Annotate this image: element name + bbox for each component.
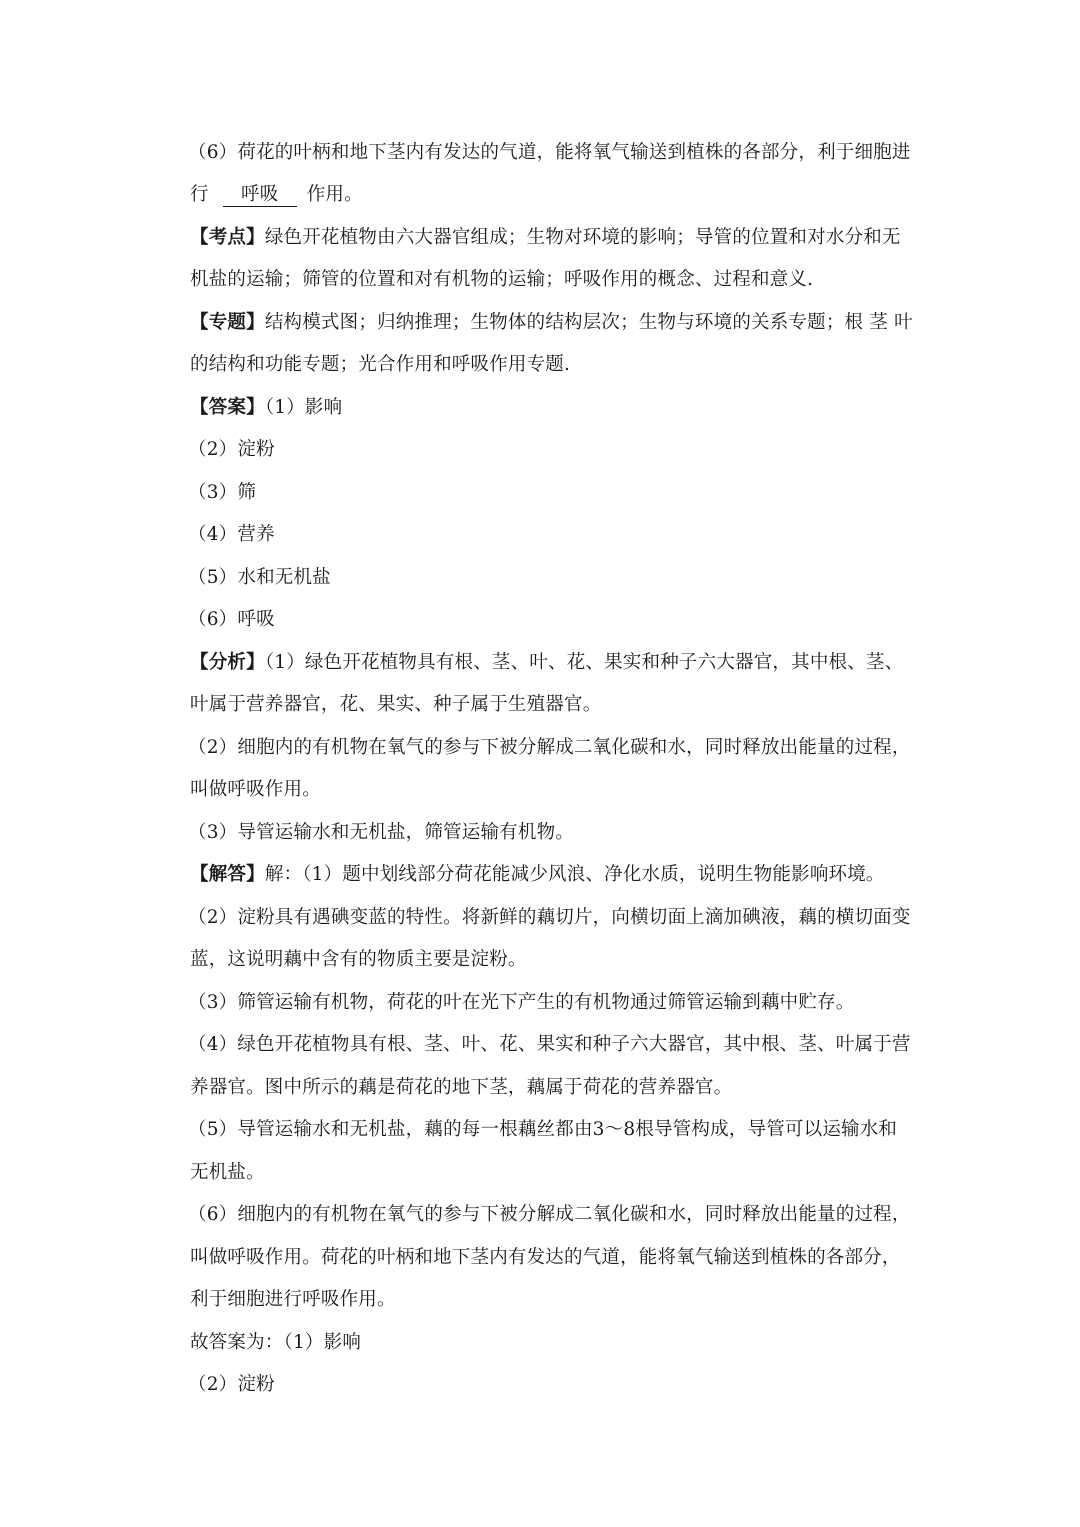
fenxi-line-4: 叫做呼吸作用。 (190, 779, 321, 800)
jieda-line: （3）筛管运输有机物，荷花的叶在光下产生的有机物通过筛管运输到藕中贮存。 (188, 992, 855, 1013)
jieda-line: （6）细胞内的有机物在氧气的参与下被分解成二氧化碳和水，同时释放出能量的过程， (188, 1204, 911, 1225)
answer-blank: 呼吸 (223, 184, 297, 207)
zhuanti-line-1 (190, 311, 930, 335)
fenxi-text: （1）绿色开花植物具有根、茎、叶、花、果实和种子六大器官，其中根、茎、 (264, 652, 904, 673)
jieda-line: 无机盐。 (190, 1162, 265, 1183)
q6-line-2-prefix: 行 (190, 184, 209, 205)
kaodian-label: 【考点】 (190, 227, 265, 248)
jieda-line: 养器官。图中所示的藕是荷花的地下茎，藕属于荷花的营养器官。 (190, 1077, 733, 1098)
guda-line-2: （2）淀粉 (188, 1374, 275, 1395)
daan-item: （2）淀粉 (188, 439, 275, 460)
fenxi-line-2: 叶属于营养器官，花、果实、种子属于生殖器官。 (190, 694, 602, 715)
jieda-line: 叫做呼吸作用。荷花的叶柄和地下茎内有发达的气道，能将氧气输送到植株的各部分， (190, 1247, 901, 1268)
q6-line-1: （6）荷花的叶柄和地下茎内有发达的气道，能将氧气输送到植株的各部分，利于细胞进 (188, 142, 911, 163)
jieda-line: （2）淀粉具有遇碘变蓝的特性。将新鲜的藕切片，向横切面上滴加碘液，藕的横切面变 (188, 907, 911, 928)
jieda-label: 【解答】 (190, 864, 265, 885)
zhuanti-line-2: 的结构和功能专题；光合作用和呼吸作用专题. (190, 354, 571, 375)
kaodian-line-1 (190, 226, 930, 250)
jieda-line-1 (190, 863, 930, 887)
zhuanti-text: 结构模式图；归纳推理；生物体的结构层次；生物与环境的关系专题；根 茎 叶 (264, 312, 913, 333)
q6-line-2 (190, 183, 930, 207)
daan-item: （1）影响 (264, 397, 343, 418)
jieda-text: 解：（1）题中划线部分荷花能减少风浪、净化水质，说明生物能影响环境。 (264, 864, 885, 885)
zhuanti-label: 【专题】 (190, 312, 265, 333)
jieda-line: 利于细胞进行呼吸作用。 (190, 1289, 396, 1310)
daan-line-1 (190, 396, 930, 420)
daan-item: （3）筛 (188, 482, 257, 503)
jieda-line: 蓝，这说明藕中含有的物质主要是淀粉。 (190, 949, 527, 970)
jieda-line: （5）导管运输水和无机盐，藕的每一根藕丝都由3～8根导管构成，导管可以运输水和 (188, 1119, 898, 1140)
daan-item: （4）营养 (188, 524, 275, 545)
fenxi-line-3: （2）细胞内的有机物在氧气的参与下被分解成二氧化碳和水，同时释放出能量的过程， (188, 737, 911, 758)
daan-item: （5）水和无机盐 (188, 567, 331, 588)
fenxi-label: 【分析】 (190, 652, 265, 673)
kaodian-text: 绿色开花植物由六大器官组成；生物对环境的影响；导管的位置和对水分和无 (264, 227, 901, 248)
guda-line-1: 故答案为：（1）影响 (190, 1332, 362, 1353)
fenxi-line-5: （3）导管运输水和无机盐，筛管运输有机物。 (188, 822, 574, 843)
kaodian-line-2: 机盐的运输；筛管的位置和对有机物的运输；呼吸作用的概念、过程和意义. (190, 269, 814, 290)
jieda-line: （4）绿色开花植物具有根、茎、叶、花、果实和种子六大器官，其中根、茎、叶属于营 (188, 1034, 911, 1055)
q6-line-2-suffix: 作用。 (306, 184, 363, 205)
daan-item: （6）呼吸 (188, 609, 275, 630)
fenxi-line-1 (190, 651, 930, 675)
daan-label: 【答案】 (190, 397, 265, 418)
